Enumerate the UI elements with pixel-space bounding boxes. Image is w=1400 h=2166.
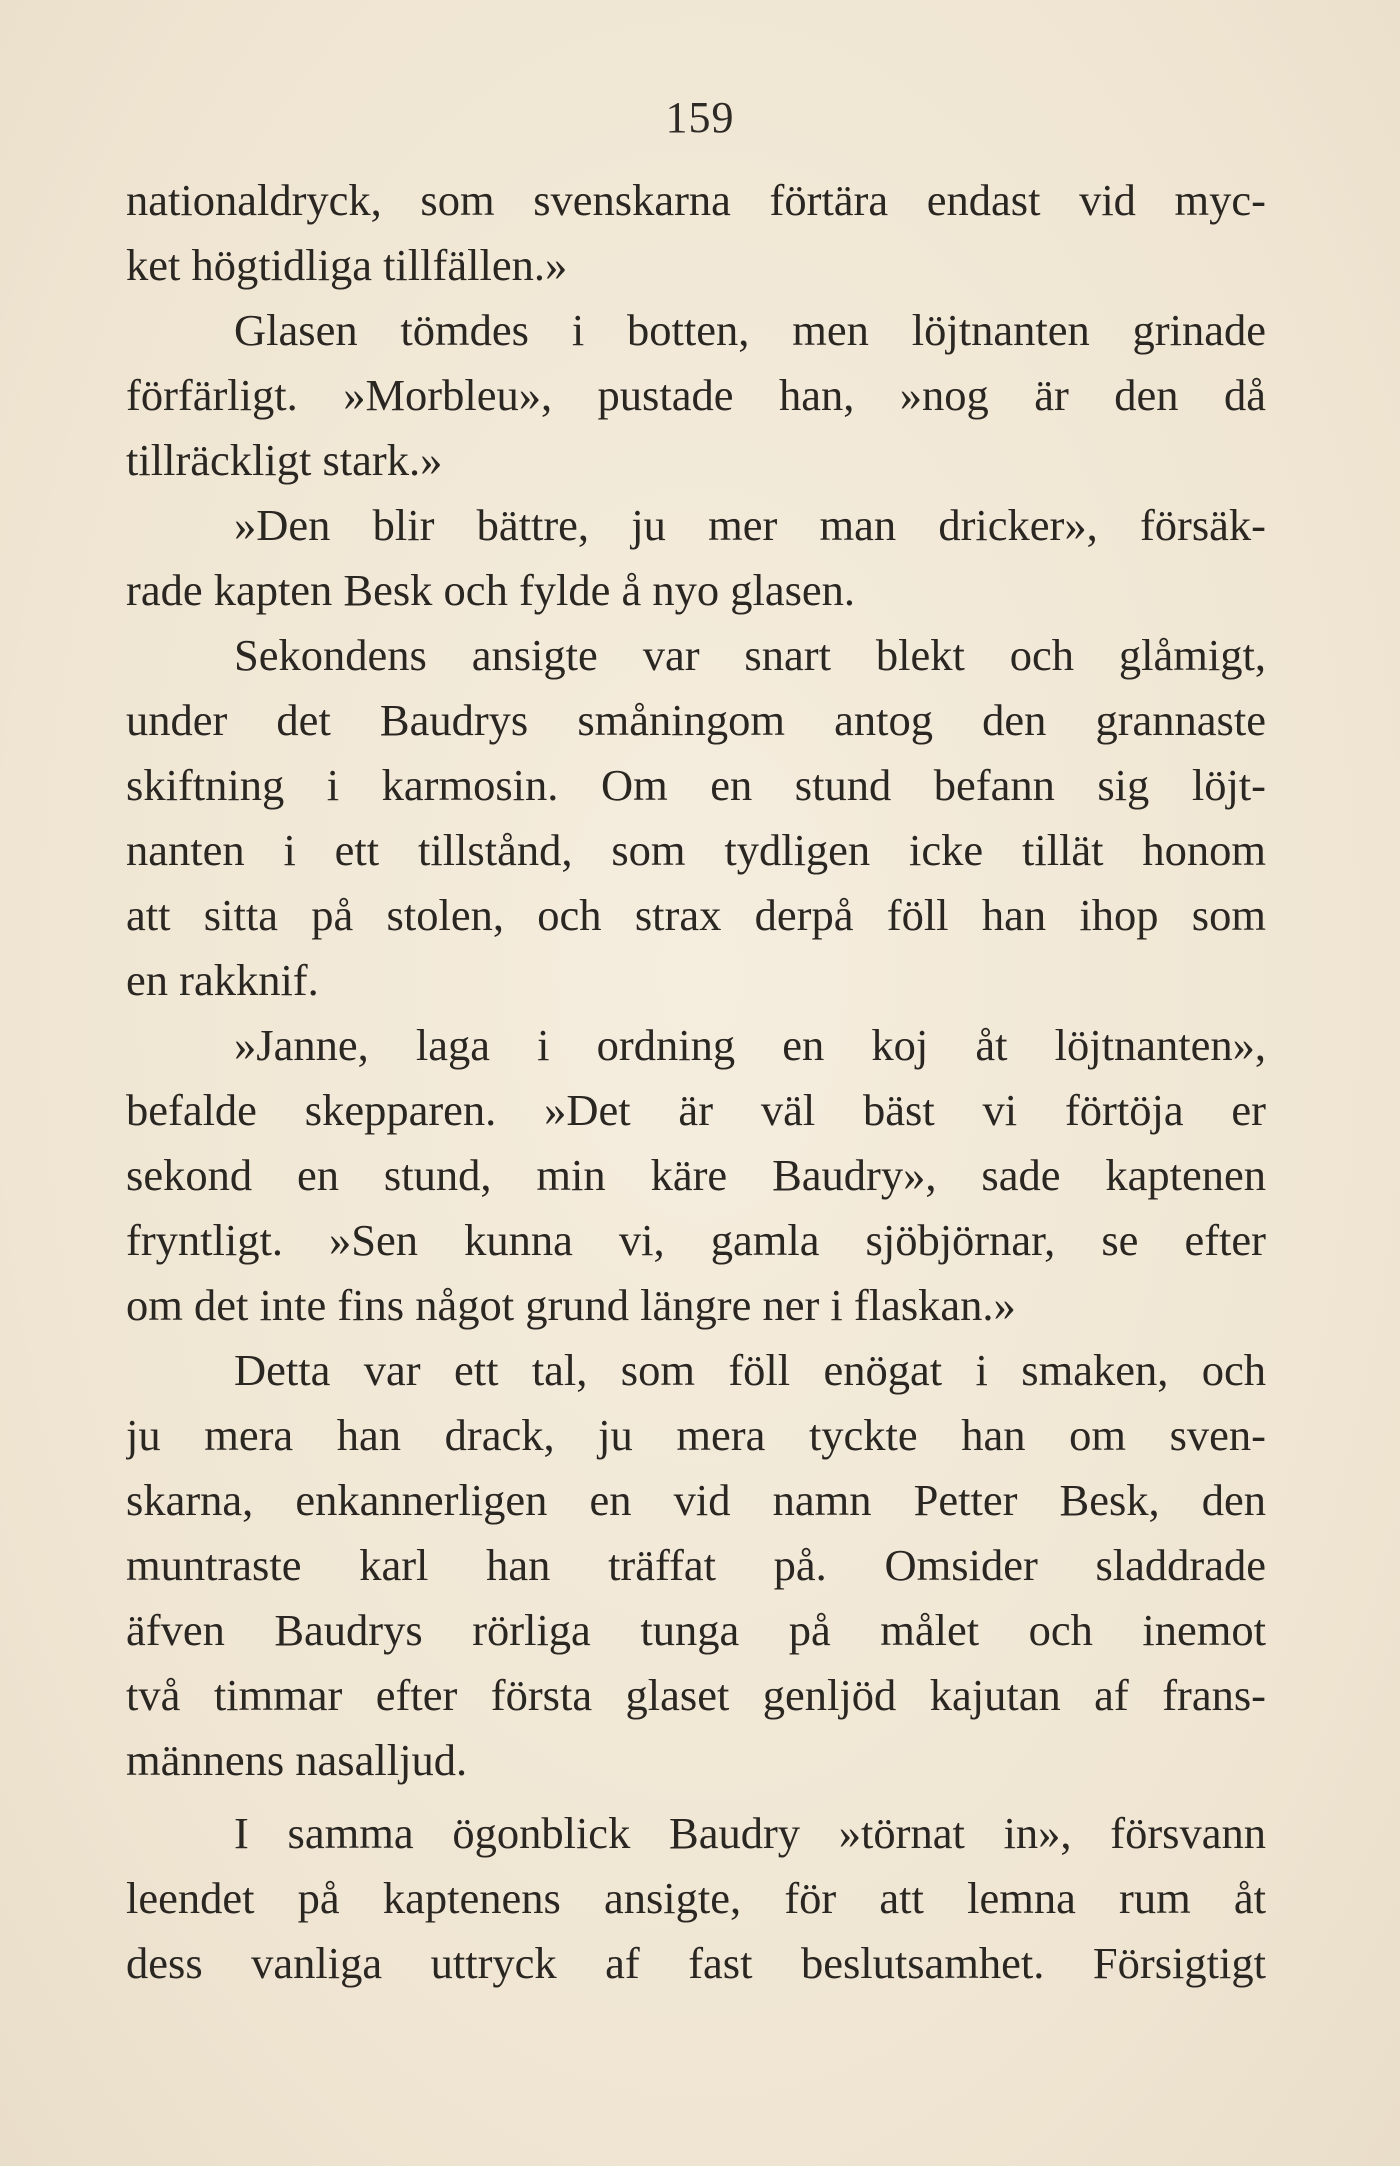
text-line: skiftning i karmosin. Om en stund befann sig löjt- [126, 760, 1266, 810]
text-line: »Janne, laga i ordning en koj åt löjtnanten», [234, 1020, 1266, 1070]
text-line: muntraste karl han träffat på. Omsider sladdrade [126, 1540, 1266, 1590]
text-line: äfven Baudrys rörliga tunga på målet och inemot [126, 1605, 1266, 1655]
text-line: Glasen tömdes i botten, men löjtnanten grinade [234, 305, 1266, 355]
text-line: fryntligt. »Sen kunna vi, gamla sjöbjörnar, se efter [126, 1215, 1266, 1265]
body-text [126, 168, 1266, 1996]
text-line: Detta var ett tal, som föll enögat i smaken, och [234, 1345, 1266, 1395]
text-line: rade kapten Besk och fylde å nyo glasen. [126, 565, 856, 615]
text-line: I samma ögonblick Baudry »törnat in», försvann [234, 1808, 1266, 1858]
text-line: tillräckligt stark.» [126, 435, 443, 485]
text-line: två timmar efter första glaset genljöd kajutan af frans- [126, 1670, 1266, 1720]
text-line: ju mera han drack, ju mera tyckte han om sven- [126, 1410, 1266, 1460]
text-line: en rakknif. [126, 955, 319, 1005]
text-line: om det inte fins något grund längre ner i flaskan.» [126, 1280, 1016, 1330]
text-line: nanten i ett tillstånd, som tydligen icke tillät honom [126, 825, 1266, 875]
text-line: Sekondens ansigte var snart blekt och glåmigt, [234, 630, 1266, 680]
text-line: leendet på kaptenens ansigte, för att lemna rum åt [126, 1873, 1266, 1923]
text-line: befalde skepparen. »Det är väl bäst vi förtöja er [126, 1085, 1266, 1135]
text-line: att sitta på stolen, och strax derpå föll han ihop som [126, 890, 1266, 940]
text-line: männens nasalljud. [126, 1735, 468, 1785]
page-number: 159 [665, 93, 735, 142]
text-line: förfärligt. »Morbleu», pustade han, »nog är den då [126, 370, 1266, 420]
text-line: »Den blir bättre, ju mer man dricker», försäk- [234, 500, 1266, 550]
text-line: ket högtidliga tillfällen.» [126, 240, 568, 290]
text-line: dess vanliga uttryck af fast beslutsamhet. Försigtigt [126, 1938, 1266, 1988]
text-line: under det Baudrys småningom antog den grannaste [126, 695, 1266, 745]
text-line: nationaldryck, som svenskarna förtära endast vid myc- [126, 175, 1266, 225]
text-line: skarna, enkannerligen en vid namn Petter Besk, den [126, 1475, 1266, 1525]
text-line: sekond en stund, min käre Baudry», sade kaptenen [126, 1150, 1266, 1200]
